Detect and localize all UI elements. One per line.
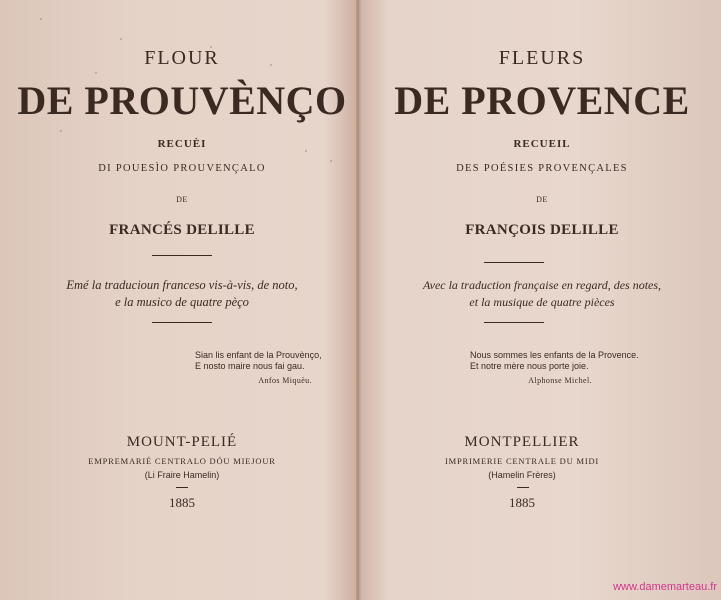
right-rule-top — [484, 262, 544, 263]
left-de: DE — [176, 195, 188, 204]
right-epigraph-line-2: Et notre mère nous porte joie. — [470, 361, 589, 371]
right-dash — [517, 487, 529, 488]
left-subtitle: DI POUESÌO PROUVENÇALO — [98, 163, 266, 174]
left-year: 1885 — [169, 495, 195, 510]
right-subtitle: DES POÉSIES PROVENÇALES — [456, 163, 628, 174]
right-italic-line-2: et la musique de quatre pièces — [469, 295, 615, 309]
left-epigraph-line-1: Sian lis enfant de la Prouvènço, — [195, 350, 322, 360]
right-epigraph-line-1: Nous sommes les enfants de la Provence. — [470, 350, 639, 360]
left-author: FRANCÉS DELILLE — [109, 222, 255, 238]
right-italic-line-1: Avec la traduction française en regard, des notes, — [422, 278, 662, 292]
left-city: MOUNT-PELIÉ — [126, 434, 238, 450]
left-epigraph-signature: Anfos Miquèu. — [258, 376, 312, 385]
left-printer: EMPREMARIÉ CENTRALO DÓU MIEJOUR — [88, 456, 276, 466]
watermark-link[interactable]: www.damemarteau.fr — [613, 581, 717, 593]
left-epigraph — [195, 350, 322, 372]
right-publisher: (Hamelin Frères) — [488, 470, 556, 480]
right-title-main: DE PROVENCE — [394, 78, 690, 123]
left-italic-line-1: Emé la traducioun franceso vis-à-vis, de noto, — [66, 278, 298, 292]
left-rule-bottom — [152, 322, 212, 323]
right-recueil: RECUEIL — [513, 138, 571, 150]
left-title-small: FLOUR — [144, 47, 220, 69]
right-de: DE — [536, 195, 548, 204]
right-page — [372, 0, 712, 600]
left-rule-top — [152, 255, 212, 256]
left-publisher: (Li Fraire Hamelin) — [144, 470, 220, 480]
right-author: FRANÇOIS DELILLE — [465, 222, 619, 238]
right-epigraph-signature: Alphonse Michel. — [528, 376, 592, 385]
left-title-main: DE PROUVÈNÇO — [17, 78, 347, 123]
right-year: 1885 — [509, 495, 535, 510]
left-recueil: RECUÈI — [157, 138, 207, 150]
right-city: MONTPELLIER — [464, 434, 580, 450]
left-italic-line-2: e la musico de quatre pèço — [115, 295, 249, 309]
left-page — [12, 0, 352, 600]
right-printer: IMPRIMERIE CENTRALE DU MIDI — [444, 456, 600, 466]
right-epigraph — [470, 350, 639, 372]
right-title-small: FLEURS — [498, 47, 586, 69]
left-epigraph-line-2: E nosto maire nous fai gau. — [195, 361, 305, 371]
left-dash — [176, 487, 188, 488]
right-rule-bottom — [484, 322, 544, 323]
